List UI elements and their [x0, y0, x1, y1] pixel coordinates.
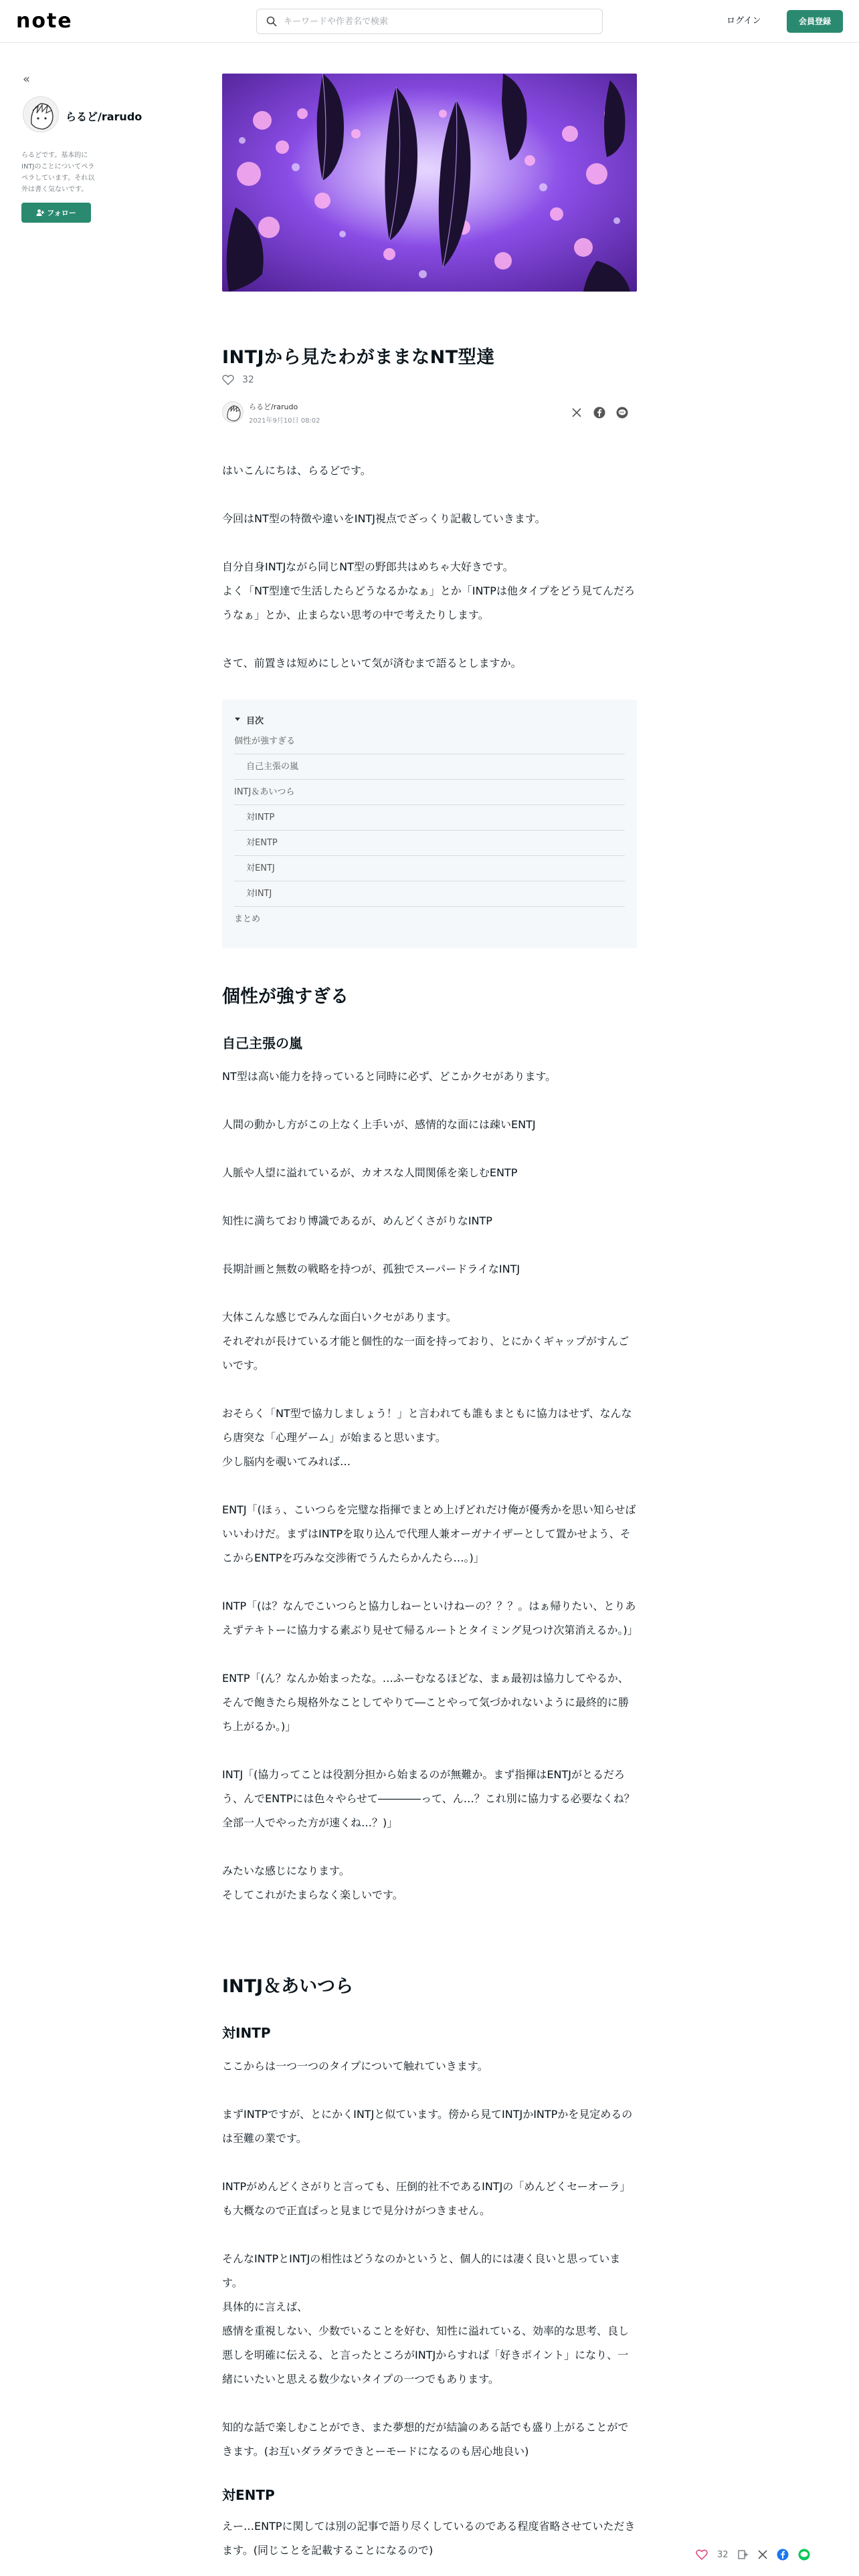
follow-label: フォロー [47, 209, 76, 217]
site-header [0, 0, 859, 43]
hero-image [222, 74, 637, 292]
paragraph: NT型は高い能力を持っていると同時に必ず、どこかクセがあります。 [222, 1070, 557, 1083]
paragraph: 自分自身INTJながら同じNT型の野郎共はめちゃ大好きです。 よく「NT型達で生活したらどうなるかなぁ」とか「INTPは他タイプをどう見てんだろうなぁ」とか、止まらない思考の中で考えたりします。 [222, 560, 636, 621]
paragraph: 知性に満ちており博識であるが、めんどくさがりなINTP [222, 1214, 492, 1227]
toc-item-0[interactable]: 個性が強すぎる [234, 729, 625, 754]
x-logo-icon [572, 408, 581, 417]
sidebar-author-name[interactable]: らるど/rarudo [66, 110, 142, 123]
paragraph: みたいな感じになります。 そしてこれがたまらなく楽しいです。 [222, 1864, 403, 1901]
footer-like-count: 32 [717, 2549, 729, 2560]
collapse-sidebar-icon[interactable]: « [23, 72, 31, 86]
line-icon[interactable] [798, 2549, 810, 2561]
paragraph: そんなINTPとINTJの相性はどうなのかというと、個人的には凄く良いと思っています。 具体的に言えば、 感情を重視しない、少数でいることを好む、知性に溢れている、効率的な思考、良し悪しを明確に伝える、と言ったところがINTJからすれば「好きポイント」になり、一緒にいたいと思える数少ないタイプの一つでもあります。 [222, 2252, 630, 2385]
paragraph: まずINTPですが、とにかくINTJと似ています。傍から見てINTJかINTPかを見定めるのは至難の業です。 [222, 2108, 633, 2145]
avatar-sketch-icon [223, 402, 244, 423]
like-area[interactable] [222, 374, 254, 385]
subsection-heading: 対ENTP [222, 2487, 275, 2503]
signup-button[interactable]: 会員登録 [787, 10, 843, 33]
avatar-sketch-icon [23, 97, 59, 132]
heart-icon[interactable] [222, 374, 234, 385]
article-author-name[interactable]: らるど/rarudo [249, 403, 298, 411]
section2-body [222, 2054, 637, 2464]
author-bio: らるどです。基本的にINTJのことについてペラペラしています。それ以外は書く気ないです。 [21, 152, 95, 193]
section-heading: 個性が強すぎる [222, 986, 349, 1007]
toc-item-1[interactable]: 自己主張の嵐 [234, 754, 625, 780]
facebook-icon[interactable] [777, 2549, 789, 2561]
toc-item-4[interactable]: 対ENTP [234, 831, 625, 856]
article-title: INTJから見たわがままなNT型達 [222, 347, 495, 368]
paragraph: はいこんにちは、らるどです。 [222, 464, 371, 477]
paragraph: INTP「(は？なんでこいつらと協力しねーといけねーの？？？。はぁ帰りたい、とりあえずテキトーに協力する素ぶり見せて帰るルートとタイミング見つけ次第消えるか。)」 [222, 1600, 638, 1636]
paragraph: 大体こんな感じでみんな面白いクセがあります。 それぞれが長けている才能と個性的な一面を持っており、とにかくギャップがすんごいです。 [222, 1311, 630, 1372]
subsection-heading: 自己主張の嵐 [222, 1035, 302, 1051]
toc-heading: 目次 [246, 716, 264, 726]
publish-date: 2021年9月10日 08:02 [249, 417, 320, 425]
paragraph: えー…ENTPに関しては別の記事で語り尽くしているのである程度省略させていただきます。(同じことを記載することになるので) [222, 2520, 636, 2557]
section1-body [222, 1065, 637, 1907]
paragraph: 人間の動かし方がこの上なく上手いが、感情的な面には疎いENTJ [222, 1118, 536, 1131]
x-logo-icon[interactable] [758, 2550, 767, 2559]
subsection-heading: 対INTP [222, 2025, 271, 2041]
toc-item-6[interactable]: 対INTJ [234, 881, 625, 907]
toc-item-7[interactable]: まとめ [234, 914, 261, 924]
share-x-button[interactable] [570, 406, 583, 419]
section-heading: INTJ＆あいつら [222, 1976, 354, 1997]
facebook-icon [593, 407, 605, 419]
follow-button[interactable] [21, 203, 91, 223]
share-facebook-button[interactable] [593, 406, 606, 419]
search-icon [266, 16, 277, 27]
article-intro [222, 459, 637, 675]
paragraph: INTPがめんどくさがりと言っても、圧倒的社不であるINTJの「めんどくセーオーラ」も大概なので正直ぱっと見まじで見分けがつきません。 [222, 2180, 631, 2217]
paragraph: INTJ「(協力ってことは役割分担から始まるのが無難か。まず指揮はENTJがとるだろう、んでENTPには色々やらせて――――って、ん…？これ別に協力する必要なくね？全部一人でやった方が速くね…？)」 [222, 1768, 635, 1829]
line-icon [616, 407, 628, 419]
article-author-avatar[interactable] [222, 401, 244, 423]
floating-action-bar [696, 2541, 810, 2568]
add-user-icon [36, 209, 44, 217]
like-count: 32 [242, 374, 254, 385]
table-of-contents [222, 700, 637, 948]
paragraph: ENTJ「(ほぅ、こいつらを完璧な指揮でまとめ上げどれだけ俺が優秀かを思い知らせばいいわけだ。まずはINTPを取り込んで代理人兼オーガナイザーとして置かせよう、そこからENTPを巧みな交渉術でうんたらかんたら…。)」 [222, 1503, 636, 1564]
toc-item-5[interactable]: 対ENTJ [234, 856, 625, 881]
paragraph: 今回はNT型の特徴や違いをINTJ視点でざっくり記載していきます。 [222, 512, 546, 525]
paragraph: さて、前置きは短めにしといて気が済むまで語るとしますか。 [222, 657, 522, 669]
purple-feathers-illustration [222, 74, 637, 292]
paragraph: ここからは一つ一つのタイプについて触れていきます。 [222, 2060, 488, 2072]
login-link[interactable]: ログイン [727, 16, 761, 26]
toc-item-2[interactable]: INTJ＆あいつら [234, 780, 625, 805]
toc-item-3[interactable]: 対INTP [234, 805, 625, 831]
share-line-button[interactable] [615, 406, 629, 419]
search-box[interactable] [256, 9, 603, 34]
note-logo[interactable]: note [16, 9, 73, 33]
author-avatar[interactable] [23, 96, 59, 132]
paragraph: 人脈や人望に溢れているが、カオスな人間関係を楽しむENTP [222, 1166, 518, 1179]
heart-icon[interactable] [696, 2549, 708, 2560]
paragraph: ENTP「(ん？なんか始まったな。…ふーむなるほどな、まぁ最初は協力してやるか、そんで飽きたら規格外なことしてやりて―ことやって気づかれないように最終的に勝ち上がるか。)」 [222, 1672, 630, 1733]
paragraph: おそらく「NT型で協力しましょう！」と言われても誰もまともに協力はせず、なんなら唐突な「心理ゲーム」が始まると思います。 少し脳内を覗いてみれば… [222, 1407, 632, 1468]
paragraph: 長期計画と無数の戦略を持つが、孤独でスーパードライなINTJ [222, 1263, 520, 1275]
entp-body [222, 2514, 637, 2563]
toc-toggle[interactable] [234, 710, 625, 729]
search-input[interactable] [284, 17, 578, 27]
magazine-add-icon[interactable] [738, 2549, 749, 2560]
paragraph: 知的な話で楽しむことができ、また夢想的だが結論のある話でも盛り上がることができます。(お互いダラダラできとーモードになるのも居心地良い) [222, 2421, 629, 2458]
caret-down-icon [234, 717, 241, 722]
